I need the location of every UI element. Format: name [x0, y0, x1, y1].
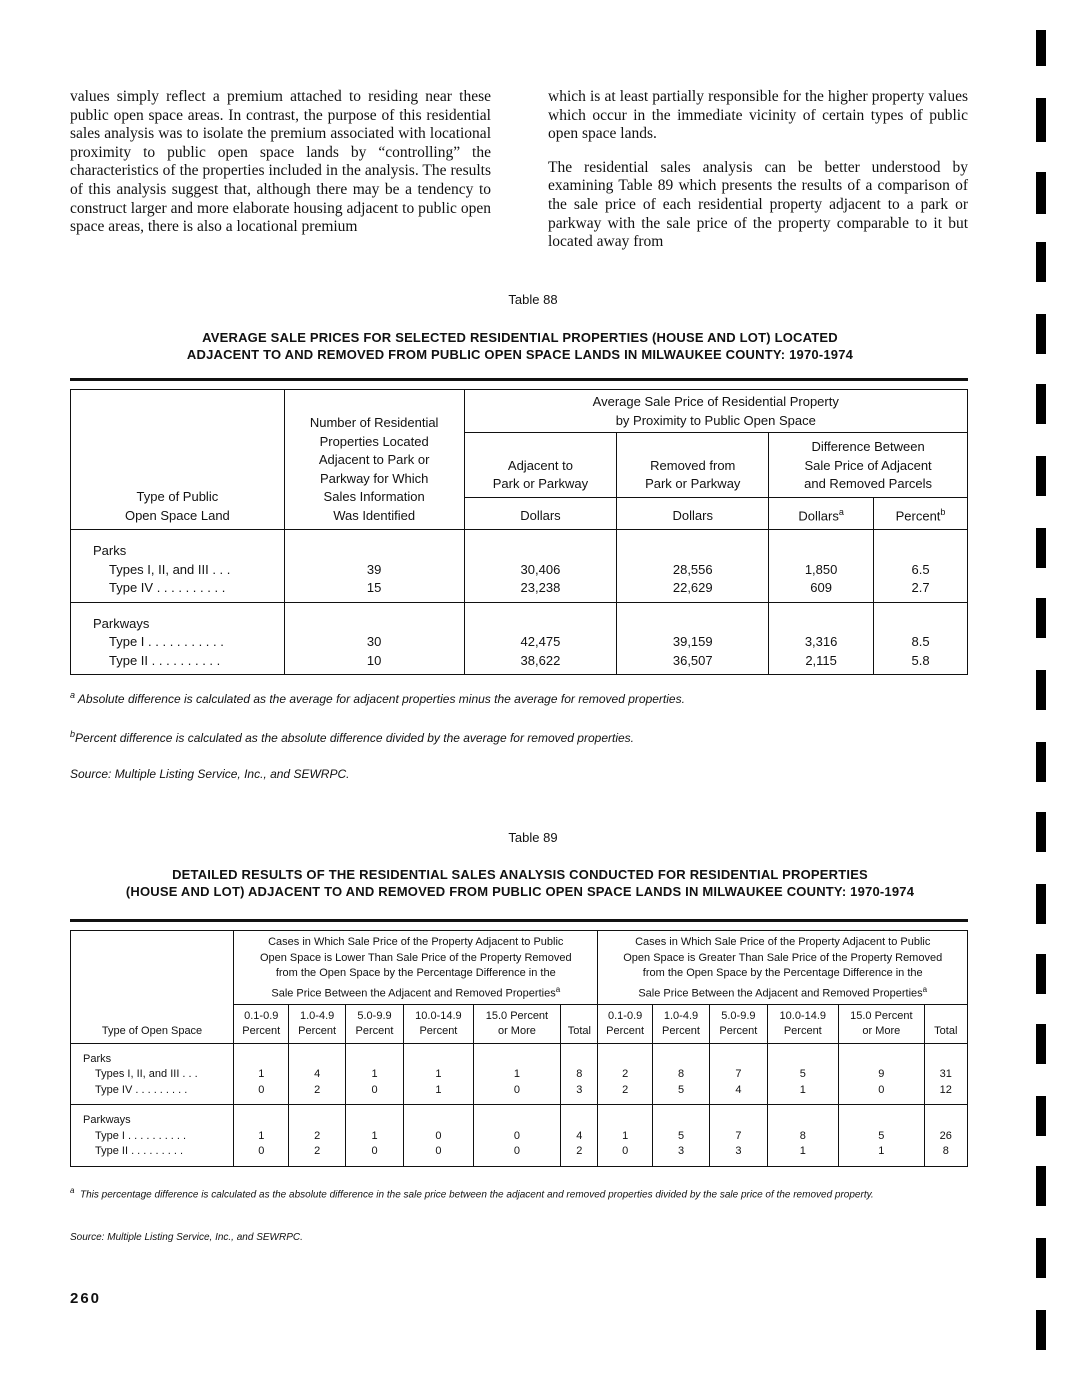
- scan-edge-mark: [1036, 1310, 1046, 1350]
- scan-edge-mark: [1036, 1024, 1046, 1064]
- header-diff-dollars: Dollars$^a$: [769, 497, 874, 530]
- header-range: 10.0-14.9 Percent: [767, 1004, 838, 1043]
- scan-edge-mark: [1036, 314, 1046, 354]
- scan-edge-mark: [1036, 384, 1046, 424]
- row-type: Type I . . . . . . . . . .: [71, 1129, 234, 1145]
- table88-footnote-b: $^b$Percent difference is calculated as the absolute difference divided by the average for removed properties.: [70, 729, 635, 745]
- header-range: 1.0-4.9 Percent: [652, 1004, 709, 1043]
- table-row: Type II . . . . . . . . . . 10 38,622 36,507 2,115 5.8: [71, 652, 968, 675]
- scan-edge-mark: [1036, 670, 1046, 710]
- body-paragraph: which is at least partially responsible for the higher property values which occur in the immediate vicinity of certain types of public open space lands.: [548, 88, 968, 143]
- scan-edge-mark: [1036, 30, 1046, 66]
- table-row: Type IV . . . . . . . . . 0 2 0 1 0 3 2 5 4 1 0 12: [71, 1083, 968, 1105]
- table88-source: Source: Multiple Listing Service, Inc., and SEWRPC.: [70, 767, 350, 781]
- header-range: 0.1-0.9 Percent: [234, 1004, 289, 1043]
- scan-edge-mark: [1036, 1238, 1046, 1278]
- row-type: Type I . . . . . . . . . . .: [71, 633, 285, 652]
- table88-number: Table 88: [508, 292, 558, 307]
- body-column-right: [548, 88, 968, 267]
- scan-edge-mark: [1036, 528, 1046, 568]
- scan-edge-mark: [1036, 812, 1046, 852]
- table88: [70, 389, 968, 675]
- row-type: Type IV . . . . . . . . .: [71, 1083, 234, 1105]
- header-type: Type of Public Open Space Land: [71, 390, 285, 530]
- header-adjacent: Adjacent to Park or Parkway: [464, 433, 617, 498]
- table-row: Type I . . . . . . . . . . 1 2 1 0 0 4 1 5 7 8 5 26: [71, 1129, 968, 1145]
- header-average: Average Sale Price of Residential Property by Proximity to Public Open Space: [464, 390, 967, 433]
- scan-edge-mark: [1036, 598, 1046, 638]
- scan-edge-mark: [1036, 954, 1046, 994]
- group-label: Parkways: [71, 602, 285, 633]
- row-type: Type II . . . . . . . . . .: [71, 652, 285, 675]
- table89-source: Source: Multiple Listing Service, Inc., and SEWRPC.: [70, 1232, 303, 1243]
- row-type: Type II . . . . . . . . .: [71, 1144, 234, 1166]
- header-range: 1.0-4.9 Percent: [289, 1004, 345, 1043]
- table88-top-rule: [70, 378, 968, 381]
- header-range: 10.0-14.9 Percent: [404, 1004, 473, 1043]
- table89-top-rule: [70, 919, 968, 922]
- page-number: 260: [70, 1290, 102, 1307]
- body-column-left: [70, 88, 491, 252]
- header-range: 15.0 Percent or More: [473, 1004, 561, 1043]
- header-number: Number of Residential Properties Located Adjacent to Park or Parkway for Which Sales Information Was Identified: [284, 390, 464, 530]
- scan-edge-mark: [1036, 884, 1046, 924]
- header-range: 5.0-9.9 Percent: [345, 1004, 403, 1043]
- body-paragraph: The residential sales analysis can be better understood by examining Table 89 which presents the results of a comparison of the sale price of each residential property adjacent to a park or parkway with the sale price of the property comparable to it but located away from: [548, 158, 968, 251]
- scan-edge-mark: [1036, 742, 1046, 782]
- table89-title: DETAILED RESULTS OF THE RESIDENTIAL SALES ANALYSIS CONDUCTED FOR RESIDENTIAL PROPERTIES (HOUSE AND LOT) ADJACENT TO AND REMOVED FROM PUBLIC OPEN SPACE LANDS IN MILWAUKEE COUNTY: 1970-1974: [125, 867, 915, 899]
- table-row: Types I, II, and III . . . 39 30,406 28,556 1,850 6.5: [71, 561, 968, 580]
- row-type: Type IV . . . . . . . . . .: [71, 579, 285, 602]
- header-lower: Cases in Which Sale Price of the Property Adjacent to Public Open Space is Lower Than Sale Price of the Property Removed from the Open Space by the Percentage Difference in the Sale Price Between the Adjacent and Removed Properties$^a$: [234, 931, 598, 1005]
- row-type: Types I, II, and III . . .: [71, 561, 285, 580]
- header-greater: Cases in Which Sale Price of the Property Adjacent to Public Open Space is Greater Than Sale Price of the Property Removed from the Open Space by the Percentage Difference in the Sale Price Between the Adjacent and Removed Properties$^a$: [598, 931, 968, 1005]
- table-row: Type I . . . . . . . . . . . 30 42,475 39,159 3,316 8.5: [71, 633, 968, 652]
- table89: [70, 930, 968, 1167]
- row-type: Types I, II, and III . . .: [71, 1067, 234, 1083]
- header-removed: Removed from Park or Parkway: [617, 433, 769, 498]
- scan-edge-mark: [1036, 172, 1046, 214]
- scan-edge-mark: [1036, 1096, 1046, 1136]
- group-label: Parks: [71, 530, 285, 561]
- table-row: Type IV . . . . . . . . . . 15 23,238 22,629 609 2.7: [71, 579, 968, 602]
- header-range: 5.0-9.9 Percent: [710, 1004, 767, 1043]
- header-diff-percent: Percent$^b$: [874, 497, 968, 530]
- header-removed-unit: Dollars: [617, 497, 769, 530]
- header-difference: Difference Between Sale Price of Adjacent and Removed Parcels: [804, 439, 933, 491]
- table89-footnote: $^a$ This percentage difference is calculated as the absolute difference in the sale price between the adjacent and removed properties divided by the sale price of the removed property.: [70, 1186, 874, 1201]
- scan-edge-mark: [1036, 1166, 1046, 1206]
- table88-title: AVERAGE SALE PRICES FOR SELECTED RESIDENTIAL PROPERTIES (HOUSE AND LOT) LOCATED ADJACENT TO AND REMOVED FROM PUBLIC OPEN SPACE LANDS IN MILWAUKEE COUNTY: 1970-1974: [186, 330, 854, 362]
- scan-edge-mark: [1036, 98, 1046, 142]
- header-range: 15.0 Percent or More: [839, 1004, 925, 1043]
- group-label: Parks: [71, 1043, 234, 1067]
- scan-edge-mark: [1036, 456, 1046, 496]
- table-row: Types I, II, and III . . . 1 4 1 1 1 8 2 8 7 5 9 31: [71, 1067, 968, 1083]
- scan-edge-mark: [1036, 242, 1046, 282]
- table88-footnote-a: $^a$ Absolute difference is calculated as the average for adjacent properties minus the average for removed properties.: [70, 690, 685, 706]
- header-type: Type of Open Space: [71, 931, 234, 1044]
- body-paragraph: values simply reflect a premium attached to residing near these public open space areas. In contrast, the purpose of this residential sales analysis was to isolate the premium associated with locational proximity to public open space lands by “controlling” the characteristics of the properties included in the analysis. The results of this analysis suggest that, although there may be a tendency to construct larger and more elaborate housing adjacent to public open space areas, there is also a locational premium: [70, 88, 491, 236]
- header-total: Total: [561, 1004, 598, 1043]
- header-range: 0.1-0.9 Percent: [598, 1004, 652, 1043]
- header-total: Total: [924, 1004, 967, 1043]
- table89-number: Table 89: [508, 830, 558, 845]
- group-label: Parkways: [71, 1105, 234, 1129]
- header-adjacent-unit: Dollars: [464, 497, 617, 530]
- table-row: Type II . . . . . . . . . 0 2 0 0 0 2 0 3 3 1 1 8: [71, 1144, 968, 1166]
